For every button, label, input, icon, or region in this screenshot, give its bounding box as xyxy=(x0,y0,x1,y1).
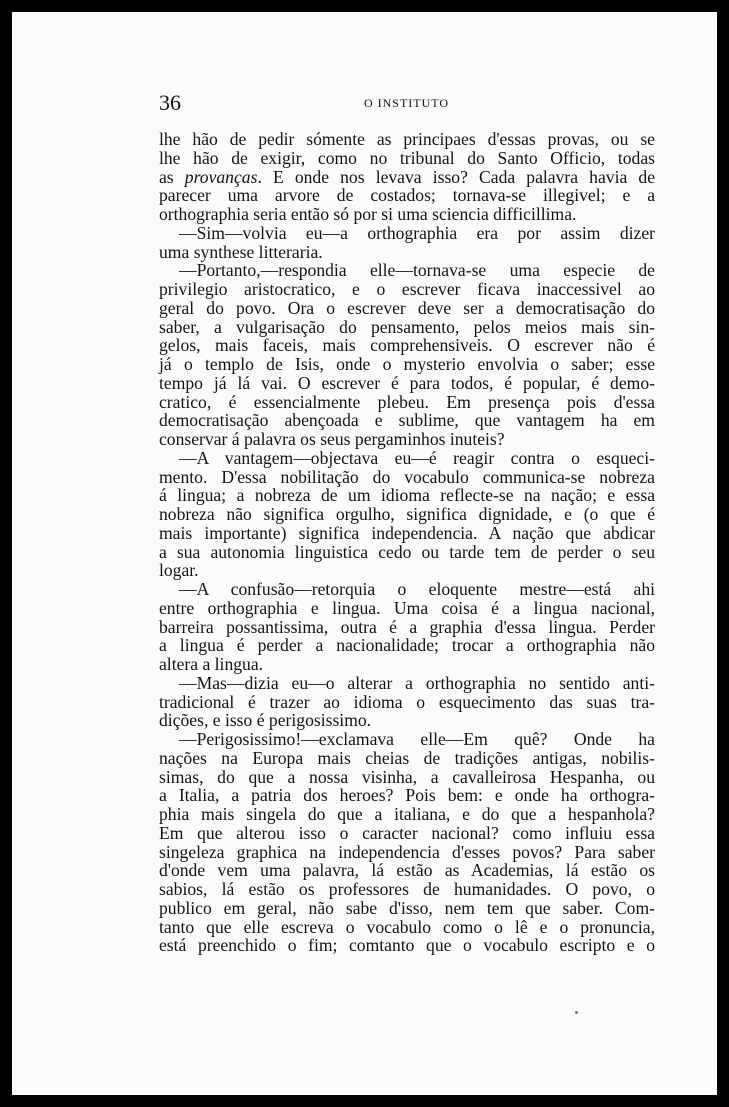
text-line: á lingua; a nobreza de um idioma reflecte-se na nação; e essa xyxy=(159,485,655,506)
text-line: logar. xyxy=(159,560,199,581)
text-line: tempo já lá vai. O escrever é para todos, é popular, é demo- xyxy=(159,372,655,393)
text-line: phia mais singela do que a italiana, e do que a hespanhola? xyxy=(159,804,655,824)
text-line: lhe hão de pedir sómente as principaes d'essas provas, ou se xyxy=(159,129,655,149)
text-line: lhe hão de exigir, como no tribunal do Santo Officio, todas xyxy=(159,147,655,168)
text-line: barreira possantissima, outra é a graphia d'essa lingua. Perder xyxy=(159,616,655,637)
text-segment: . E onde nos levava isso? Cada palavra havia de xyxy=(257,166,655,187)
italic-word: provanças xyxy=(184,166,258,187)
text-line xyxy=(159,168,655,187)
text-line: a Italia, a patria dos heroes? Pois bem: e onde ha orthogra- xyxy=(159,785,655,806)
text-line: nobreza não significa orgulho, significa dignidade, e (o que é xyxy=(159,504,655,524)
text-line: simas, do que a nossa visinha, a cavalleirosa Hespanha, ou xyxy=(159,766,655,787)
page-header xyxy=(159,90,654,116)
text-line: privilegio aristocratico, e o escrever ficava inaccessivel ao xyxy=(159,279,655,299)
text-line: uma synthese litteraria. xyxy=(159,241,323,262)
text-line: —Mas—dizia eu—o alterar a orthographia no sentido anti- xyxy=(179,672,655,693)
text-line: está preenchido o fim; comtanto que o vocabulo escripto e o xyxy=(159,935,655,956)
text-line: conservar á palavra os seus pergaminhos inuteis? xyxy=(159,429,505,449)
text-line: dições, e isso é perigosissimo. xyxy=(159,710,372,731)
text-line: cratico, é essencialmente plebeu. Em presença pois d'essa xyxy=(159,391,655,412)
text-line: —Perigosissimo!—exclamava elle—Em quê? Onde ha xyxy=(179,729,655,749)
page-number: 36 xyxy=(159,90,181,115)
text-line: —Portanto,—respondia elle—tornava-se uma especie de xyxy=(179,260,655,281)
text-line: mento. D'essa nobilitação do vocabulo communica-se nobreza xyxy=(159,466,655,487)
text-line: parecer uma arvore de costados; tornava-se illegivel; e a xyxy=(159,185,655,206)
text-line: a sua autonomia linguistica cedo ou tarde tem de perder o seu xyxy=(159,541,655,562)
text-line: singeleza graphica na independencia d'esses povos? Para saber xyxy=(159,841,655,862)
book-page xyxy=(12,12,717,1095)
ink-speck xyxy=(575,1011,578,1014)
text-line: saber, a vulgarisação do pensamento, pelos meios mais sin- xyxy=(159,316,655,337)
text-line: tradicional é trazer ao idioma o esquecimento das suas tra- xyxy=(159,691,655,712)
text-line: mais importante) significa independencia. A nação que abdicar xyxy=(159,522,655,543)
text-line: —A vantagem—objectava eu—é reagir contra o esqueci- xyxy=(179,447,655,468)
text-line: —Sim—volvia eu—a orthographia era por assim dizer xyxy=(179,222,655,243)
text-line: altera a lingua. xyxy=(159,654,264,674)
text-line: sabios, lá estão os professores de humanidades. O povo, o xyxy=(159,879,655,899)
text-line: gelos, mais faceis, mais comprehensiveis. O escrever não é xyxy=(159,335,655,356)
text-line: entre orthographia e lingua. Uma coisa é a lingua nacional, xyxy=(159,597,655,618)
text-line: orthographia seria então só por si uma sciencia difficillima. xyxy=(159,204,577,224)
text-line: d'onde vem uma palavra, lá estão as Academias, lá estão os xyxy=(159,860,655,881)
text-line: tanto que elle escreva o vocabulo como o lê e o pronuncia, xyxy=(159,916,655,937)
text-line: publico em geral, não sabe d'isso, nem tem que saber. Com- xyxy=(159,897,655,918)
text-segment: as xyxy=(159,166,185,187)
text-line: a lingua é perder a nacionalidade; trocar a orthographia não xyxy=(159,635,655,656)
text-line: Em que alterou isso o caracter nacional? como influiu essa xyxy=(159,822,655,843)
text-line: geral do povo. Ora o escrever deve ser a democratisação do xyxy=(159,297,655,318)
body-text xyxy=(159,130,655,955)
text-line: —A confusão—retorquia o eloquente mestre—está ahi xyxy=(179,579,655,599)
text-line: já o templo de Isis, onde o mysterio envolvia o saber; esse xyxy=(159,354,655,374)
text-line: democratisação abençoada e sublime, que vantagem ha em xyxy=(159,410,655,431)
running-title: O INSTITUTO xyxy=(363,96,450,110)
text-line: nações na Europa mais cheias de tradições antigas, nobilis- xyxy=(159,747,655,768)
